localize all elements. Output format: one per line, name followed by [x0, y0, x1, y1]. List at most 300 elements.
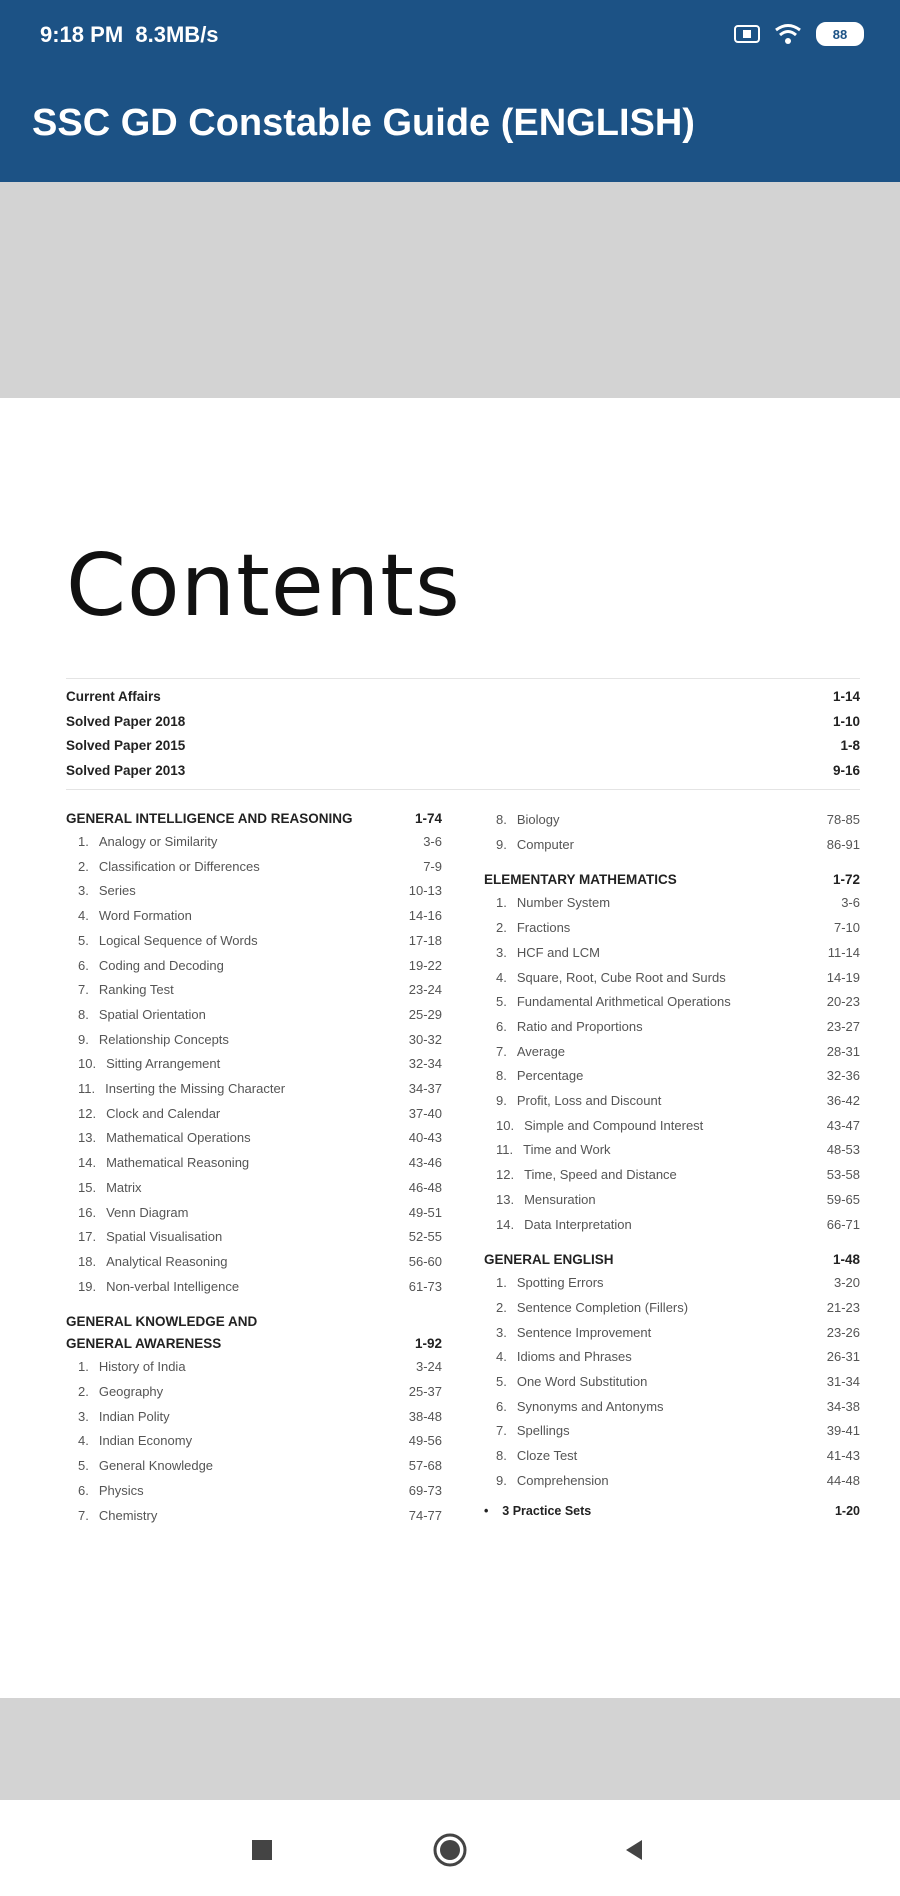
list-item: [484, 1469, 860, 1494]
item-label-wrap: [496, 891, 610, 916]
item-number: 4.: [78, 1433, 89, 1449]
item-number: 1.: [78, 1359, 89, 1375]
item-pages: 3-6: [423, 834, 442, 849]
item-label-wrap: [496, 1138, 611, 1163]
item-label: Non-verbal Intelligence: [106, 1278, 240, 1294]
section-pages: 1-72: [832, 872, 860, 888]
item-label: Spatial Orientation: [98, 1006, 206, 1022]
item-number: 4.: [496, 969, 507, 985]
item-label-wrap: [78, 855, 260, 880]
section-pages: 1-74: [414, 811, 442, 826]
item-number: 18.: [78, 1253, 97, 1269]
item-pages: 21-23: [826, 1299, 860, 1315]
item-label-wrap: [496, 1395, 664, 1420]
item-label: Fundamental Arithmetical Operations: [516, 994, 731, 1010]
item-label: Ranking Test: [98, 982, 174, 998]
item-pages: 25-29: [408, 1006, 442, 1022]
item-label: Word Formation: [98, 908, 192, 924]
item-label-wrap: [78, 929, 258, 954]
item-pages: 37-40: [408, 1105, 442, 1121]
item-pages: 61-73: [408, 1278, 442, 1294]
item-pages: 28-31: [826, 1043, 860, 1059]
item-label: Clock and Calendar: [106, 1105, 221, 1121]
top-gray-area: [0, 182, 900, 398]
item-number: 3.: [496, 1324, 507, 1340]
list-item: [66, 1102, 442, 1127]
item-label-wrap: [496, 1015, 643, 1040]
item-label-wrap: [78, 879, 136, 904]
item-number: 9.: [496, 1472, 507, 1488]
item-number: 6.: [78, 1482, 89, 1498]
item-label: Percentage: [516, 1068, 584, 1084]
item-pages: 25-37: [408, 1384, 442, 1400]
item-label-wrap: [78, 1275, 239, 1300]
item-pages: 86-91: [826, 836, 860, 852]
sim-icon: [734, 25, 760, 43]
list-item: [484, 1395, 860, 1420]
item-label-wrap: [496, 966, 726, 991]
item-pages: 39-41: [826, 1423, 860, 1439]
item-number: 13.: [496, 1191, 515, 1207]
list-item: [66, 1126, 442, 1151]
list-item: [66, 954, 442, 979]
item-label: Chemistry: [98, 1507, 158, 1523]
list-item: [484, 1271, 860, 1296]
item-label: Physics: [98, 1482, 144, 1498]
item-label: Spotting Errors: [516, 1275, 604, 1291]
item-pages: 34-37: [408, 1081, 442, 1097]
item-label-wrap: [496, 1188, 596, 1213]
list-item: [484, 808, 860, 833]
practice-sets: [484, 1500, 860, 1522]
item-label: Mathematical Reasoning: [106, 1155, 250, 1171]
battery-icon: [816, 22, 864, 46]
status-bar: [0, 0, 900, 72]
section-pages: 1-48: [832, 1252, 860, 1268]
item-label-wrap: [496, 916, 570, 941]
contents-heading: Contents: [66, 536, 461, 636]
entry-label: Solved Paper 2018: [66, 713, 186, 729]
item-label: Matrix: [106, 1179, 142, 1195]
item-number: 14.: [496, 1216, 515, 1232]
item-number: 7.: [78, 982, 89, 998]
item-label-wrap: [496, 1419, 570, 1444]
item-label-wrap: [78, 1355, 186, 1380]
item-number: 5.: [496, 994, 507, 1010]
item-label-wrap: [78, 1052, 220, 1077]
item-label-wrap: [78, 904, 192, 929]
item-label-wrap: [78, 1176, 141, 1201]
item-label-wrap: [78, 1126, 251, 1151]
list-item: [484, 1040, 860, 1065]
list-item: [66, 1405, 442, 1430]
item-number: 1.: [78, 834, 89, 849]
section-heading: [484, 869, 860, 891]
item-label: Series: [98, 883, 136, 899]
item-number: 15.: [78, 1179, 97, 1195]
item-label: Indian Polity: [98, 1408, 170, 1424]
item-label: One Word Substitution: [516, 1374, 648, 1390]
gk-list-continued: [484, 808, 860, 857]
item-number: 9.: [78, 1031, 89, 1047]
item-label: Sentence Completion (Fillers): [516, 1299, 689, 1315]
item-label: Spatial Visualisation: [106, 1229, 223, 1245]
item-label: Venn Diagram: [106, 1204, 189, 1220]
list-item: [66, 710, 860, 735]
item-number: 6.: [496, 1398, 507, 1414]
item-pages: 40-43: [408, 1130, 442, 1146]
item-label-wrap: [78, 1504, 157, 1529]
item-pages: 11-14: [827, 944, 860, 960]
item-label-wrap: [496, 1114, 703, 1139]
item-label: Square, Root, Cube Root and Surds: [516, 969, 726, 985]
item-number: 2.: [496, 1299, 507, 1315]
item-label-wrap: [496, 1040, 565, 1065]
list-item: [66, 1151, 442, 1176]
document-page[interactable]: [0, 398, 900, 1698]
entry-pages: 9-16: [832, 762, 860, 778]
item-label-wrap: [78, 1028, 229, 1053]
list-item: [484, 1114, 860, 1139]
section-title: GENERAL AWARENESS: [66, 1336, 222, 1352]
item-pages: 56-60: [408, 1253, 442, 1269]
list-item: [66, 1003, 442, 1028]
item-label-wrap: [78, 1102, 220, 1127]
item-pages: 44-48: [826, 1472, 860, 1488]
item-pages: 3-6: [841, 895, 860, 911]
item-label: Sitting Arrangement: [106, 1056, 221, 1072]
battery-level: 88: [832, 26, 848, 42]
bullet: •: [484, 1503, 489, 1518]
item-number: 7.: [496, 1043, 507, 1059]
item-number: 9.: [496, 1093, 507, 1109]
wifi-icon: [774, 23, 802, 45]
item-pages: 14-19: [826, 969, 860, 985]
item-label: Indian Economy: [98, 1433, 193, 1449]
list-item: [484, 1064, 860, 1089]
item-label: General Knowledge: [98, 1458, 214, 1474]
item-number: 12.: [78, 1105, 97, 1121]
list-item: [66, 1275, 442, 1300]
section-title: ELEMENTARY MATHEMATICS: [484, 872, 677, 888]
item-label: Average: [516, 1043, 566, 1059]
entry-pages: 1-14: [832, 689, 860, 704]
item-number: 7.: [78, 1507, 89, 1523]
item-label-wrap: [78, 1479, 144, 1504]
item-pages: 74-77: [408, 1507, 442, 1523]
item-pages: 46-48: [408, 1179, 442, 1195]
list-item: [66, 879, 442, 904]
item-label: Simple and Compound Interest: [524, 1117, 704, 1133]
item-number: 4.: [78, 908, 89, 924]
item-number: 8.: [496, 1448, 507, 1464]
item-label-wrap: [496, 1213, 632, 1238]
english-list: [484, 1271, 860, 1493]
list-item: [484, 1321, 860, 1346]
item-number: 1.: [496, 1275, 507, 1291]
entry-pages: 1-8: [840, 738, 860, 753]
list-item: [66, 1355, 442, 1380]
item-label: Inserting the Missing Character: [105, 1081, 286, 1097]
list-item: [484, 1188, 860, 1213]
item-number: 6.: [496, 1018, 507, 1034]
item-number: 3.: [496, 944, 507, 960]
back-triangle-icon: [622, 1838, 646, 1862]
square-icon: [250, 1838, 274, 1862]
item-pages: 69-73: [408, 1482, 442, 1498]
list-item: [66, 1479, 442, 1504]
item-pages: 7-9: [423, 858, 442, 874]
section-heading: [484, 1249, 860, 1271]
item-label: Profit, Loss and Discount: [516, 1093, 662, 1109]
item-number: 8.: [496, 1068, 507, 1084]
item-pages: 41-43: [826, 1448, 860, 1464]
item-number: 5.: [78, 1458, 89, 1474]
list-item: [484, 1444, 860, 1469]
item-number: 12.: [496, 1167, 515, 1183]
item-label: Analogy or Similarity: [98, 834, 218, 849]
item-label-wrap: [78, 1003, 206, 1028]
section-pages: 1-92: [414, 1336, 442, 1352]
item-pages: 53-58: [826, 1167, 860, 1183]
status-time: [40, 22, 219, 48]
list-item: [484, 833, 860, 858]
list-item: [66, 929, 442, 954]
item-number: 7.: [496, 1423, 507, 1439]
item-label: Idioms and Phrases: [516, 1349, 632, 1365]
list-item: [484, 891, 860, 916]
item-pages: 57-68: [408, 1458, 442, 1474]
list-item: [66, 1225, 442, 1250]
item-label: Classification or Differences: [98, 858, 260, 874]
item-pages: 7-10: [833, 920, 860, 936]
list-item: [66, 1380, 442, 1405]
back-button[interactable]: [614, 1830, 654, 1870]
reasoning-list: [66, 830, 442, 1299]
item-pages: 38-48: [408, 1408, 442, 1424]
item-number: 4.: [496, 1349, 507, 1365]
item-label-wrap: [496, 1163, 677, 1188]
item-number: 6.: [78, 957, 89, 973]
list-item: [66, 1504, 442, 1529]
list-item: [66, 830, 442, 855]
item-number: 8.: [496, 812, 507, 827]
list-item: [66, 759, 860, 784]
list-item: [66, 1250, 442, 1275]
item-label-wrap: [78, 830, 217, 855]
item-pages: 19-22: [408, 957, 442, 973]
item-label-wrap: [496, 990, 731, 1015]
list-item: [484, 990, 860, 1015]
item-label-wrap: [78, 1454, 213, 1479]
list-item: [66, 685, 860, 710]
item-label: History of India: [98, 1359, 186, 1375]
item-label: Ratio and Proportions: [516, 1018, 643, 1034]
item-label-wrap: [78, 1225, 222, 1250]
item-label: Logical Sequence of Words: [98, 932, 258, 948]
list-item: [66, 1052, 442, 1077]
item-pages: 23-24: [408, 982, 442, 998]
item-label: Comprehension: [516, 1472, 609, 1488]
item-label-wrap: [496, 1089, 661, 1114]
list-item: [66, 734, 860, 759]
item-pages: 59-65: [826, 1191, 860, 1207]
item-pages: 23-26: [826, 1324, 860, 1340]
item-label-wrap: [78, 1201, 188, 1226]
item-number: 1.: [496, 895, 507, 911]
item-label-wrap: [78, 1151, 249, 1176]
practice-pages: 1-20: [834, 1503, 860, 1518]
item-pages: 17-18: [408, 932, 442, 948]
item-pages: 3-20: [833, 1275, 860, 1291]
item-number: 17.: [78, 1229, 97, 1245]
item-pages: 43-47: [826, 1117, 860, 1133]
item-label-wrap: [496, 1296, 688, 1321]
item-label-wrap: [78, 1429, 192, 1454]
section-title: GENERAL ENGLISH: [484, 1252, 614, 1268]
item-number: 5.: [496, 1374, 507, 1390]
item-label: Data Interpretation: [524, 1216, 632, 1232]
item-pages: 36-42: [826, 1093, 860, 1109]
item-label: Time, Speed and Distance: [524, 1167, 677, 1183]
left-column: [66, 808, 442, 1528]
section-title: GENERAL KNOWLEDGE AND: [66, 1314, 258, 1330]
item-label-wrap: [496, 1370, 647, 1395]
item-number: 2.: [78, 858, 89, 874]
list-item: [484, 1138, 860, 1163]
item-label-wrap: [78, 978, 174, 1003]
section-title: GENERAL INTELLIGENCE AND REASONING: [66, 811, 353, 826]
item-pages: 49-51: [408, 1204, 442, 1220]
item-label-wrap: [78, 954, 224, 979]
practice-label-wrap: [484, 1500, 591, 1522]
entry-label: Solved Paper 2015: [66, 738, 186, 753]
list-item: [484, 1089, 860, 1114]
home-button[interactable]: [430, 1830, 470, 1870]
item-number: 9.: [496, 836, 507, 852]
item-number: 11.: [496, 1142, 514, 1158]
item-number: 8.: [78, 1006, 89, 1022]
item-pages: 48-53: [826, 1142, 860, 1158]
practice-label: 3 Practice Sets: [502, 1503, 592, 1518]
list-item: [484, 1296, 860, 1321]
list-item: [484, 1370, 860, 1395]
item-label-wrap: [496, 1064, 583, 1089]
item-label-wrap: [496, 1345, 632, 1370]
item-label: Analytical Reasoning: [106, 1253, 228, 1269]
top-entries: [66, 678, 860, 790]
list-item: [484, 941, 860, 966]
list-item: [66, 978, 442, 1003]
item-pages: 66-71: [826, 1216, 860, 1232]
list-item: [484, 1345, 860, 1370]
item-pages: 14-16: [408, 908, 442, 924]
entry-pages: 1-10: [832, 713, 860, 729]
list-item: [484, 1163, 860, 1188]
list-item: [66, 1077, 442, 1102]
section-heading: [66, 808, 442, 830]
app-title: SSC GD Constable Guide (ENGLISH): [32, 102, 695, 144]
item-pages: 49-56: [408, 1433, 442, 1449]
item-label: Mathematical Operations: [106, 1130, 251, 1146]
item-label-wrap: [496, 833, 574, 858]
item-number: 19.: [78, 1278, 97, 1294]
item-label: Spellings: [516, 1423, 570, 1439]
item-number: 10.: [78, 1056, 97, 1072]
list-item: [484, 1213, 860, 1238]
item-number: 11.: [78, 1081, 96, 1097]
item-label: Geography: [98, 1384, 164, 1400]
status-icons: [734, 22, 864, 46]
list-item: [66, 855, 442, 880]
list-item: [66, 1028, 442, 1053]
item-pages: 26-31: [826, 1349, 860, 1365]
item-label-wrap: [78, 1250, 227, 1275]
item-label-wrap: [78, 1405, 170, 1430]
item-pages: 31-34: [826, 1374, 860, 1390]
item-label: Number System: [516, 895, 611, 911]
item-pages: 20-23: [826, 994, 860, 1010]
item-label: Fractions: [516, 920, 571, 936]
item-label: Mensuration: [524, 1191, 596, 1207]
item-label: Cloze Test: [516, 1448, 578, 1464]
item-number: 3.: [78, 883, 89, 899]
status-clock: 9:18 PM: [40, 22, 124, 47]
item-label-wrap: [496, 1469, 609, 1494]
item-pages: 30-32: [408, 1031, 442, 1047]
bottom-gray-area: [0, 1698, 900, 1800]
item-pages: 23-27: [826, 1018, 860, 1034]
item-pages: 32-36: [826, 1068, 860, 1084]
item-label-wrap: [496, 941, 600, 966]
item-label-wrap: [78, 1380, 163, 1405]
item-pages: 43-46: [408, 1155, 442, 1171]
list-item: [484, 1015, 860, 1040]
entry-label: Solved Paper 2013: [66, 762, 186, 778]
circle-icon: [432, 1832, 468, 1868]
list-item: [484, 1419, 860, 1444]
item-label-wrap: [496, 1271, 604, 1296]
list-item: [66, 1429, 442, 1454]
list-item: [484, 916, 860, 941]
item-number: 16.: [78, 1204, 97, 1220]
list-item: [66, 904, 442, 929]
item-label: Biology: [516, 812, 560, 827]
list-item: [66, 1454, 442, 1479]
list-item: [484, 966, 860, 991]
app-bar: [0, 72, 900, 182]
item-number: 3.: [78, 1408, 89, 1424]
section-heading: [66, 1333, 442, 1355]
list-item: [66, 1201, 442, 1226]
item-label: Computer: [516, 836, 574, 852]
recents-button[interactable]: [242, 1830, 282, 1870]
item-label: Sentence Improvement: [516, 1324, 652, 1340]
status-speed: 8.3MB/s: [135, 22, 219, 47]
list-item: [66, 1176, 442, 1201]
navigation-bar: [0, 1800, 900, 1896]
gk-list: [66, 1355, 442, 1528]
item-pages: 32-34: [408, 1056, 442, 1072]
entry-label: Current Affairs: [66, 689, 161, 704]
item-label: Coding and Decoding: [98, 957, 224, 973]
item-pages: 10-13: [408, 883, 442, 899]
item-number: 10.: [496, 1117, 515, 1133]
item-number: 2.: [78, 1384, 89, 1400]
item-label-wrap: [496, 1444, 577, 1469]
item-label: Relationship Concepts: [98, 1031, 229, 1047]
maths-list: [484, 891, 860, 1237]
